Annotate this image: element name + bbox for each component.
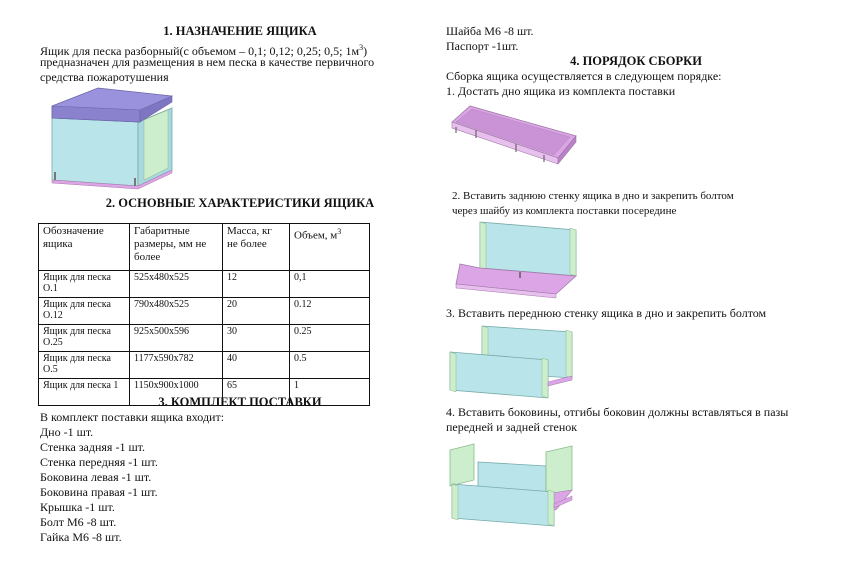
cell-dimensions: 525х480х525 <box>130 271 223 298</box>
section1-line3: средства пожаротушения <box>40 70 169 84</box>
cell-mass: 12 <box>223 271 290 298</box>
header-mass: Масса, кг не более <box>223 224 290 271</box>
kit-item: Шайба М6 -8 шт. <box>446 24 534 38</box>
assembled-box-image <box>44 84 184 190</box>
cell-mass: 20 <box>223 298 290 325</box>
step3-text: 3. Вставить переднюю стенку ящика в дно и закрепить болтом <box>446 306 767 320</box>
kit-item: Дно -1 шт. <box>40 425 94 439</box>
step2-back-wall-image <box>446 218 586 302</box>
kit-item: Гайка М6 -8 шт. <box>40 530 122 544</box>
section4-title: 4. ПОРЯДОК СБОРКИ <box>570 54 702 68</box>
step1-text: 1. Достать дно ящика из комплекта поставки <box>446 84 676 98</box>
header-volume <box>290 224 370 271</box>
kit-item: Боковина левая -1 шт. <box>40 470 152 484</box>
cell-volume: 0.25 <box>290 325 370 352</box>
section1-line1-text: Ящик для песка разборный(с объемом – 0,1; 0,12; 0,25; 0,5; 1м <box>40 44 360 58</box>
cell-dimensions: 925х500х596 <box>130 325 223 352</box>
kit-item: Боковина правая -1 шт. <box>40 485 158 499</box>
header-volume-sup: 3 <box>337 227 342 236</box>
step1-bottom-image <box>446 100 580 176</box>
cell-designation: Ящик для песка О.5 <box>39 352 130 379</box>
table-row <box>39 271 370 298</box>
section1-line2: предназначен для размещения в нем песка в качестве первичного <box>40 55 375 69</box>
step4-sides-image <box>446 440 586 530</box>
cell-volume: 1 <box>290 379 370 406</box>
table-row <box>39 325 370 352</box>
specs-table <box>38 223 370 406</box>
step4-text-line2: передней и задней стенок <box>446 420 578 434</box>
cell-dimensions: 1177х590х782 <box>130 352 223 379</box>
header-designation: Обозначение ящика <box>39 224 130 271</box>
section2-title: 2. ОСНОВНЫЕ ХАРАКТЕРИСТИКИ ЯЩИКА <box>105 196 375 210</box>
kit-item: Крышка -1 шт. <box>40 500 115 514</box>
step2-text-line1: 2. Вставить заднюю стенку ящика в дно и закрепить болтом <box>452 190 734 202</box>
cell-designation: Ящик для песка О.1 <box>39 271 130 298</box>
cubic-superscript: 3 <box>359 43 364 52</box>
section3-title: 3. КОМПЛЕКТ ПОСТАВКИ <box>158 395 322 409</box>
cell-designation: Ящик для песка 1 <box>39 379 130 406</box>
kit-item: Паспорт -1шт. <box>446 39 519 53</box>
header-dimensions: Габаритные размеры, мм не более <box>130 224 223 271</box>
section4-intro: Сборка ящика осуществляется в следующем порядке: <box>446 69 722 83</box>
kit-item: Стенка задняя -1 шт. <box>40 440 146 454</box>
cell-dimensions: 1150х900х1000 <box>130 379 223 406</box>
section1-line1-end: ) <box>363 44 368 58</box>
step4-text-line1: 4. Вставить боковины, отгибы боковин должны вставляться в пазы <box>446 405 789 419</box>
table-row <box>39 298 370 325</box>
cell-volume: 0.5 <box>290 352 370 379</box>
cell-dimensions: 790х480х525 <box>130 298 223 325</box>
cell-volume: 0,1 <box>290 271 370 298</box>
header-volume-text: Объем, м <box>294 229 338 242</box>
step3-front-wall-image <box>446 322 586 402</box>
cell-mass: 65 <box>223 379 290 406</box>
table-row <box>39 352 370 379</box>
kit-item: Болт М6 -8 шт. <box>40 515 117 529</box>
section3-intro: В комплект поставки ящика входит: <box>40 410 225 424</box>
cell-designation: Ящик для песка О.12 <box>39 298 130 325</box>
cell-mass: 40 <box>223 352 290 379</box>
kit-item: Стенка передняя -1 шт. <box>40 455 158 469</box>
section1-title: 1. НАЗНАЧЕНИЕ ЯЩИКА <box>163 24 317 38</box>
cell-mass: 30 <box>223 325 290 352</box>
specs-table-header <box>39 224 370 271</box>
cell-volume: 0.12 <box>290 298 370 325</box>
step2-text-line2: через шайбу из комплекта поставки посередине <box>452 205 677 217</box>
cell-designation: Ящик для песка О.25 <box>39 325 130 352</box>
